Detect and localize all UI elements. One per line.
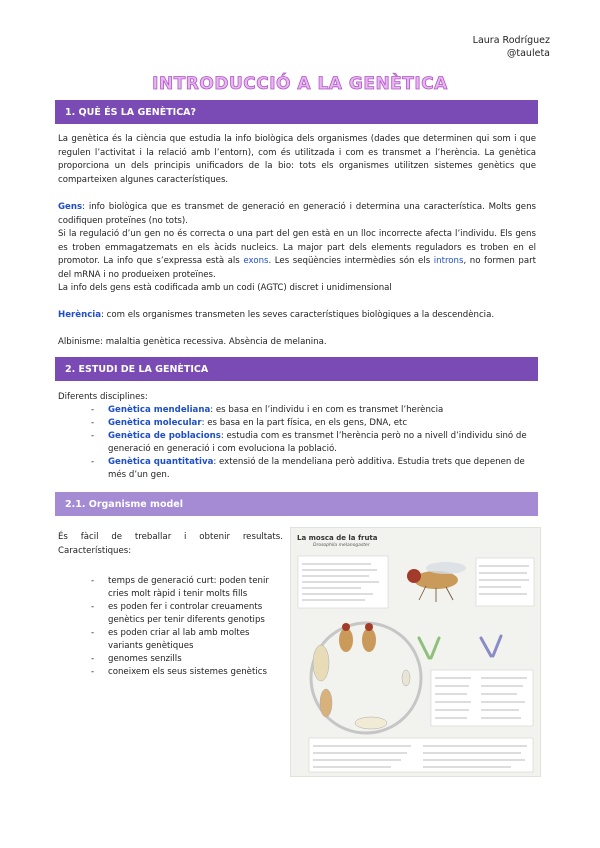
model-intro: És fàcil de treballar i obtenir resultats. Característiques: bbox=[58, 532, 283, 556]
author-name: Laura Rodríguez bbox=[472, 35, 550, 46]
gens-regulation-a: Si la regulació d’un gen no és correcta o una part del gen està en un lloc incorrecte afecta l’individu. Els gens es troben emmagatzemats en els àcids nucleics. La major part dels elements reguladors es troben en el promotor. La info que s’expressa està als bbox=[58, 229, 536, 266]
page-title: INTRODUCCIÓ A LA GENÈTICA bbox=[152, 74, 448, 94]
list-item: - coneixem els seus sistemes genètics bbox=[58, 666, 283, 679]
characteristics-list bbox=[58, 575, 283, 679]
discipline-text: : es basa en la part física, en els gens, DNA, etc bbox=[201, 418, 408, 428]
discipline-term: Genètica molecular bbox=[108, 418, 202, 428]
list-item bbox=[58, 430, 538, 456]
section-title-1: 1. QUÈ ÉS LA GENÈTICA? bbox=[65, 107, 197, 118]
list-item bbox=[58, 456, 538, 482]
gens-term: Gens bbox=[58, 202, 83, 212]
heritage-definition: : com els organismes transmeten les seves característiques biològiques a la descendència. bbox=[101, 310, 495, 320]
list-item: - genomes senzills bbox=[58, 653, 283, 666]
disciplines-intro: Diferents disciplines: bbox=[58, 392, 148, 402]
heritage-paragraph bbox=[58, 309, 536, 323]
heritage-term: Herència bbox=[58, 310, 102, 320]
list-item bbox=[58, 417, 538, 430]
discipline-term: Genètica quantitativa bbox=[108, 457, 214, 467]
gens-paragraph bbox=[58, 201, 536, 296]
albinism-paragraph: Albinisme: malaltia genètica recessiva. Absència de melanina. bbox=[58, 337, 327, 347]
figure-subtitle: Drosophila melanogaster bbox=[313, 543, 370, 548]
section-banner-1 bbox=[55, 100, 538, 124]
introns-term: introns bbox=[433, 256, 464, 266]
section-title-2-1: 2.1. Organisme model bbox=[65, 499, 183, 510]
section-banner-2-1 bbox=[55, 492, 538, 516]
gens-regulation-b: . Les seqüències intermèdies són els bbox=[268, 256, 434, 266]
fruit-fly-figure bbox=[290, 527, 541, 777]
exons-term: exons bbox=[243, 256, 269, 266]
discipline-term: Genètica mendeliana bbox=[108, 405, 211, 415]
section-banner-2 bbox=[55, 357, 538, 381]
discipline-text: : estudia com es transmet l’herència però no a nivell d’individu sinó de generació en generació i com evoluciona la població. bbox=[108, 431, 527, 454]
author-handle: @tauleta bbox=[506, 48, 550, 59]
discipline-text: : extensió de la mendeliana però additiva. Estudia trets que depenen de més d’un gen. bbox=[108, 457, 525, 480]
gens-code: La info dels gens està codificada amb un codi (AGTC) discret i unidimensional bbox=[58, 283, 392, 293]
discipline-term: Genètica de poblacions bbox=[108, 431, 221, 441]
list-item: - temps de generació curt: poden tenir cries molt ràpid i tenir molts fills bbox=[58, 575, 283, 601]
fruit-fly-illustration bbox=[291, 528, 540, 776]
gens-regulation-c: , no formen part del mRNA i no produeixen proteïnes. bbox=[58, 256, 536, 280]
figure-title: La mosca de la fruta bbox=[297, 534, 378, 542]
author-block bbox=[473, 34, 550, 60]
disciplines-list bbox=[58, 404, 538, 482]
list-item: - es poden criar al lab amb moltes variants genètiques bbox=[58, 627, 283, 653]
list-item: - es poden fer i controlar creuaments genètics per tenir diferents genotips bbox=[58, 601, 283, 627]
intro-paragraph: La genètica és la ciència que estudia la info biològica dels organismes (dades que determinen qui som i que regulen l’activitat i la relació amb l’entorn), com és utilitzada i com es transmet a l’herència. La genètica proporciona un dels principis unificadors de la bio: tots els organismes utilitzen sistemes genètics que comparteixen algunes característiques. bbox=[58, 134, 536, 185]
section-title-2: 2. ESTUDI DE LA GENÈTICA bbox=[65, 364, 209, 375]
discipline-text: : es basa en l’individu i en com es transmet l’herència bbox=[210, 405, 444, 415]
list-item bbox=[58, 404, 538, 417]
gens-definition: : info biològica que es transmet de generació en generació i determina una característica. Molts gens codifiquen proteïnes (no tots). bbox=[58, 202, 536, 226]
